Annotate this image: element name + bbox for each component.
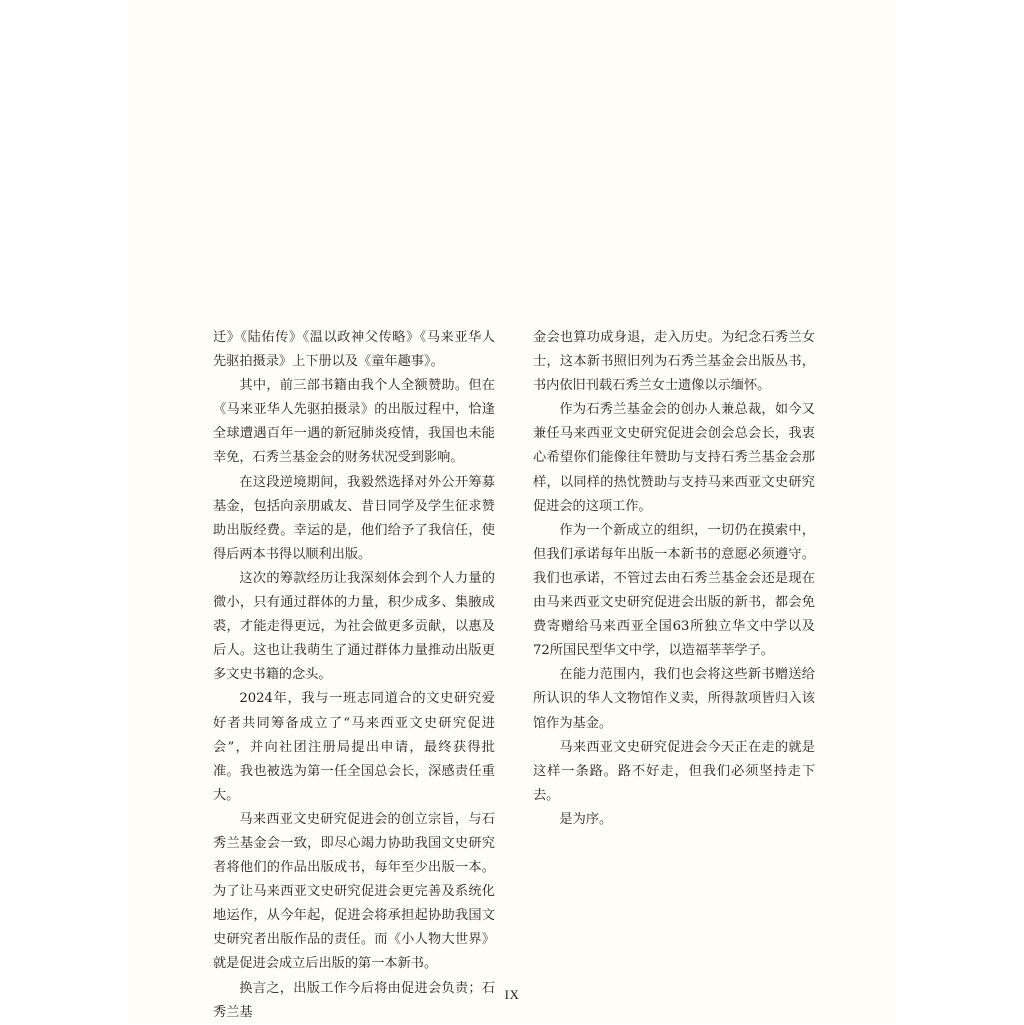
paragraph: 迁》《陆佑传》《温以政神父传略》《马来亚华人先驱拍摄录》上下册以及《童年趣事》。 (213, 330, 495, 370)
paragraph: 是为序。 (559, 811, 613, 827)
paragraph: 马来西亚文史研究促进会今天正在走的就是这样一条路。路不好走，但我们必须坚持走下去。 (533, 739, 815, 803)
text-column-right (533, 326, 815, 832)
paragraph: 换言之，出版工作今后将由促进会负责；石秀兰基 (213, 980, 495, 1020)
text-column-left (213, 326, 495, 1025)
paragraph: 2024年，我与一班志同道合的文史研究爱好者共同筹备成立了“马来西亚文史研究促进会”，并向社团注册局提出申请，最终获得批准。我也被选为第一任全国总会长，深感责任重大。 (213, 691, 495, 803)
paragraph: 作为石秀兰基金会的创办人兼总裁，如今又兼任马来西亚文史研究促进会创会总会长，我衷心希望你们能像往年赞助与支持石秀兰基金会那样，以同样的热忱赞助与支持马来西亚文史研究促进会的这项工作。 (533, 402, 815, 514)
paragraph: 这次的筹款经历让我深刻体会到个人力量的微小，只有通过群体的力量，积少成多、集腋成裘，才能走得更远，为社会做更多贡献，以惠及后人。这也让我萌生了通过群体力量推动出版更多文史书籍的念头。 (213, 570, 495, 683)
page-number: IX (504, 987, 520, 1002)
paragraph: 其中，前三部书籍由我个人全额赞助。但在《马来亚华人先驱拍摄录》的出版过程中，恰逢全球遭遇百年一遇的新冠肺炎疫情，我国也未能幸免，石秀兰基金会的财务状况受到影响。 (213, 378, 495, 466)
paragraph: 作为一个新成立的组织，一切仍在摸索中，但我们承诺每年出版一本新书的意愿必须遵守。我们也承诺，不管过去由石秀兰基金会还是现在由马来西亚文史研究促进会出版的新书，都会免费寄赠给马来西亚全国63所独立华文中学以及72所国民型华文中学，以造福莘莘学子。 (533, 522, 815, 659)
paragraph: 在这段逆境期间，我毅然选择对外公开筹募基金，包括向亲朋戚友、昔日同学及学生征求赞助出版经费。幸运的是，他们给予了我信任，使得后两本书得以顺利出版。 (213, 474, 495, 562)
paragraph: 马来西亚文史研究促进会的创立宗旨，与石秀兰基金会一致，即尽心竭力协助我国文史研究者将他们的作品出版成书，每年至少出版一本。为了让马来西亚文史研究促进会更完善及系统化地运作，从今年起，促进会将承担起协助我国文史研究者出版作品的责任。而《小人物大世界》就是促进会成立后出版的第一本新书。 (213, 811, 495, 972)
paragraph: 在能力范围内，我们也会将这些新书赠送给所认识的华人文物馆作义卖，所得款项皆归入该馆作为基金。 (533, 667, 815, 731)
paragraph: 金会也算功成身退，走入历史。为纪念石秀兰女士，这本新书照旧列为石秀兰基金会出版丛书，书内依旧刊载石秀兰女士遗像以示缅怀。 (533, 330, 815, 394)
